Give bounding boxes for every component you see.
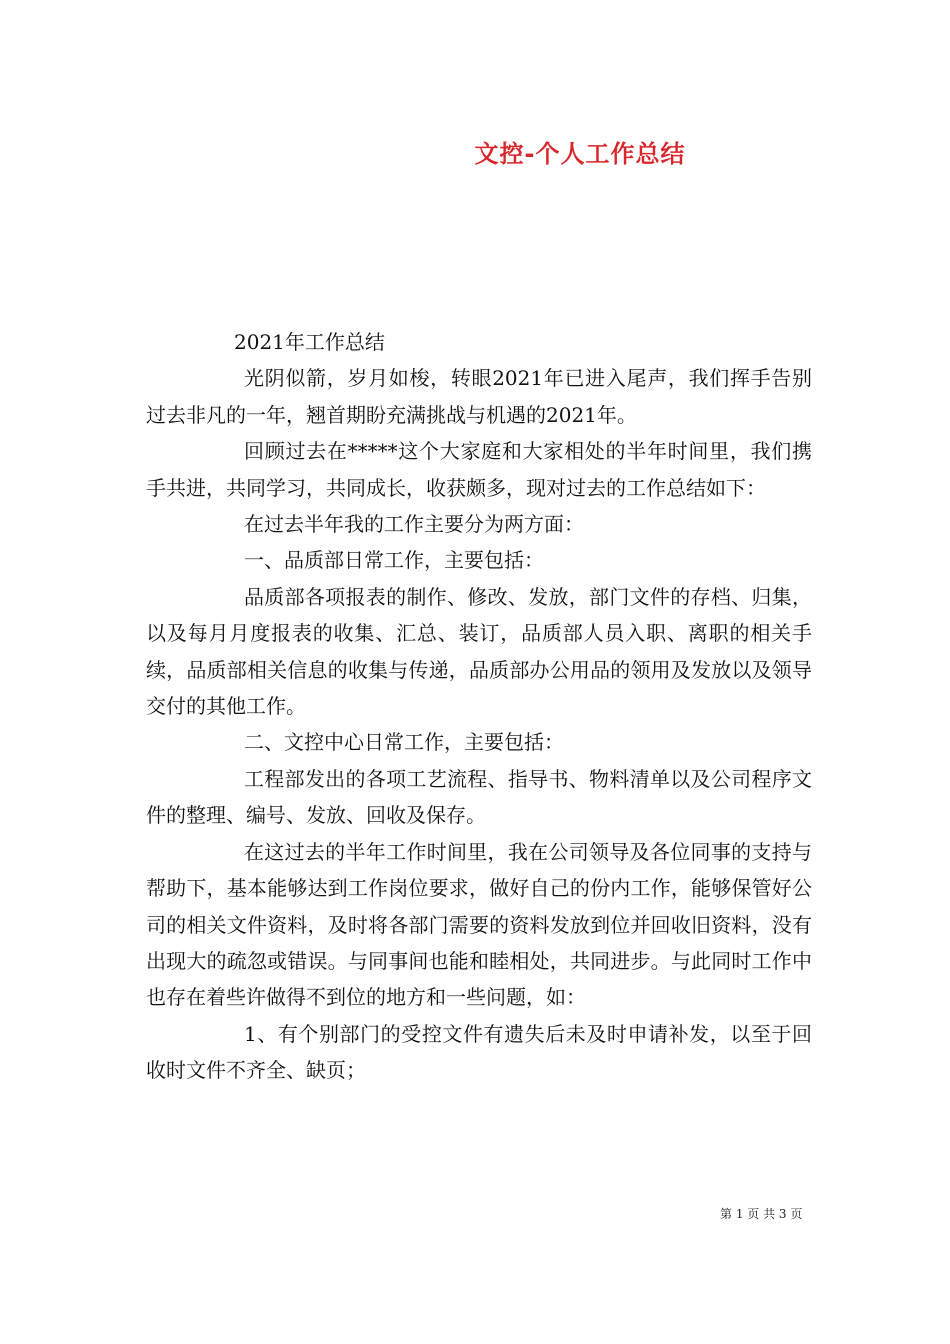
paragraph: 工程部发出的各项工艺流程、指导书、物料清单以及公司程序文件的整理、编号、发放、回收及保存。 xyxy=(146,766,812,828)
document-subtitle: 2021年工作总结 xyxy=(234,330,385,354)
list-item: 1、有个别部门的受控文件有遗失后未及时申请补发，以至于回收时文件不齐全、缺页； xyxy=(146,1021,812,1083)
paragraph: 在过去半年我的工作主要分为两方面： xyxy=(244,512,584,537)
page-number: 第 1 页 共 3 页 xyxy=(720,1207,803,1221)
paragraph: 回顾过去在*****这个大家庭和大家相处的半年时间里，我们携手共进，共同学习，共同成长，收获颇多，现对过去的工作总结如下： xyxy=(146,439,812,500)
section-heading: 一、品质部日常工作，主要包括： xyxy=(244,548,544,573)
paragraph: 光阴似箭，岁月如梭，转眼2021年已进入尾声，我们挥手告别过去非凡的一年，翘首期盼充满挑战与机遇的2021年。 xyxy=(146,366,812,427)
document-title: 文控-个人工作总结 xyxy=(474,140,686,168)
paragraph: 在这过去的半年工作时间里，我在公司领导及各位同事的支持与帮助下，基本能够达到工作岗位要求，做好自己的份内工作，能够保管好公司的相关文件资料，及时将各部门需要的资料发放到位并回收旧资料，没有出现大的疏忽或错误。与同事间也能和睦相处，共同进步。与此同时工作中也存在着些许做得不到位的地方和一些问题，如： xyxy=(146,839,812,1010)
section-heading: 二、文控中心日常工作，主要包括： xyxy=(244,730,564,755)
paragraph: 品质部各项报表的制作、修改、发放，部门文件的存档、归集，以及每月月度报表的收集、汇总、装订，品质部人员入职、离职的相关手续，品质部相关信息的收集与传递，品质部办公用品的领用及发放以及领导交付的其他工作。 xyxy=(146,584,812,719)
document-body xyxy=(146,324,812,1089)
